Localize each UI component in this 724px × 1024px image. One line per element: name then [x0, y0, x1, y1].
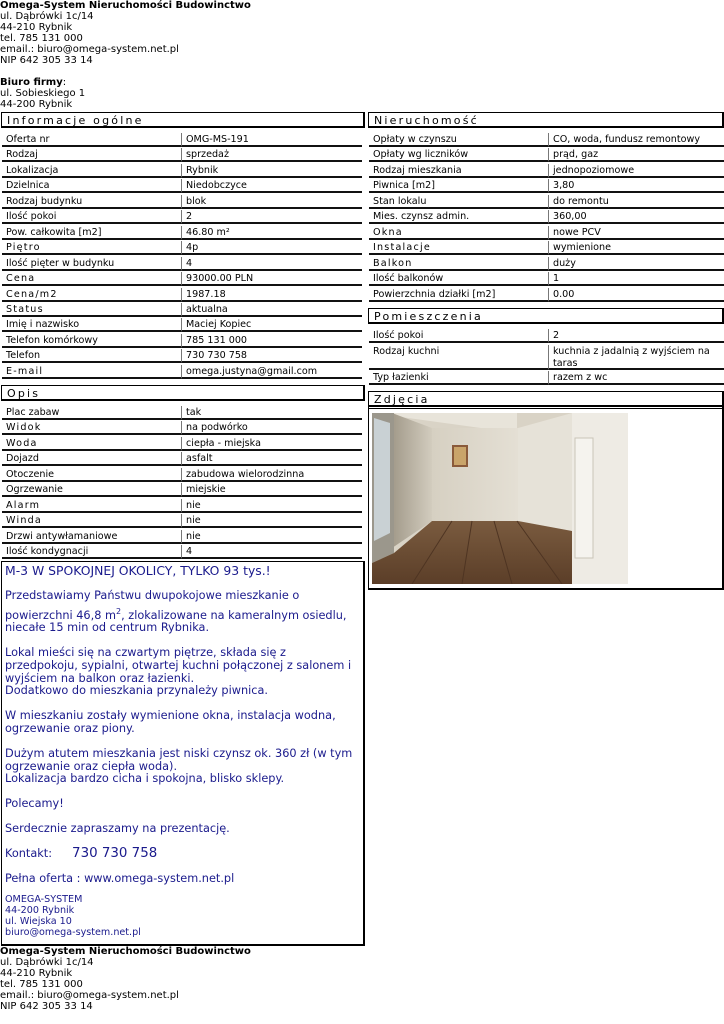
contact-label: Kontakt: — [5, 846, 53, 860]
row-value: sprzedaż — [182, 148, 362, 162]
row-value: Maciej Kopiec — [182, 318, 362, 332]
row-label: Mies. czynsz admin. — [369, 210, 549, 224]
row-value: nie — [182, 514, 362, 528]
footer-street: ul. Wiejska 10 — [5, 916, 72, 928]
description-p2d: Dodatkowo do mieszkania przynależy piwnica. — [5, 684, 268, 698]
row-label: Ilość pokoi — [2, 210, 182, 224]
table-row — [369, 179, 724, 194]
offer-link[interactable]: Pełna oferta : www.omega-system.net.pl — [5, 871, 235, 885]
table-row — [369, 272, 724, 287]
row-label: Ilość kondygnacji — [2, 545, 182, 559]
table-row — [2, 406, 362, 421]
row-label: Cena/m2 — [2, 288, 182, 302]
row-label: Dojazd — [2, 452, 182, 466]
table-row — [2, 148, 362, 163]
table-row — [2, 437, 362, 452]
row-label: Ilość pokoi — [369, 329, 549, 343]
company-email: email.: biuro@omega-system.net.pl — [0, 44, 179, 55]
company-name: Omega-System Nieruchomości Budowinctwo — [0, 0, 251, 11]
row-label: Ilość balkonów — [369, 272, 549, 286]
row-value: na podwórko — [182, 421, 362, 435]
row-label: Okna — [369, 226, 549, 240]
table-row — [369, 210, 724, 225]
table-row — [2, 468, 362, 483]
rooms-header — [368, 308, 724, 324]
row-label: Cena — [2, 272, 182, 286]
row-value: 730 730 758 — [182, 349, 362, 363]
row-value: 93000.00 PLN — [182, 272, 362, 286]
table-row — [2, 257, 362, 272]
general-info-title: Informacje ogólne — [7, 114, 144, 127]
row-label: Winda — [2, 514, 182, 528]
table-row — [2, 334, 362, 349]
description-p2a: Lokal mieści się na czwartym piętrze, składa się z — [5, 645, 286, 659]
row-label: Lokalizacja — [2, 164, 182, 178]
footer-company-phone: tel. 785 131 000 — [0, 979, 83, 990]
company-phone: tel. 785 131 000 — [0, 33, 83, 44]
row-value: duży — [549, 257, 724, 271]
row-label: E-mail — [2, 365, 182, 379]
row-value: ciepła - miejska — [182, 437, 362, 451]
table-row — [2, 545, 362, 560]
row-value: 2 — [182, 210, 362, 224]
row-label: Piętro — [2, 241, 182, 255]
row-label: Alarm — [2, 499, 182, 513]
table-row — [369, 195, 724, 210]
row-label: Ogrzewanie — [2, 483, 182, 497]
office-label: Biuro firmy — [0, 77, 63, 88]
description-p1a: Przedstawiamy Państwu dwupokojowe mieszkanie o — [5, 588, 300, 602]
row-value: miejskie — [182, 483, 362, 497]
table-row — [2, 318, 362, 333]
description-p1sup: 2 — [116, 606, 122, 616]
right-column-frame — [368, 392, 724, 590]
description-headline: M-3 W SPOKOJNEJ OKOLICY, TYLKO 93 tys.! — [5, 563, 271, 578]
row-value: 4 — [182, 545, 362, 559]
row-label: Telefon komórkowy — [2, 334, 182, 348]
row-label: Plac zabaw — [2, 406, 182, 420]
description-p1b: powierzchni 46,8 m — [5, 608, 116, 622]
row-label: Rodzaj mieszkania — [369, 164, 549, 178]
description-text — [5, 565, 361, 938]
table-row — [369, 148, 724, 163]
office-street: ul. Sobieskiego 1 — [0, 88, 86, 99]
description-p4a: Dużym atutem mieszkania jest niski czynsz ok. 360 zł (w tym — [5, 746, 353, 760]
row-label: Pow. całkowita [m2] — [2, 226, 182, 240]
row-label: Rodzaj budynku — [2, 195, 182, 209]
table-row — [2, 195, 362, 210]
footer-company-name: Omega-System Nieruchomości Budowinctwo — [0, 946, 251, 957]
table-row — [369, 164, 724, 179]
office-colon: : — [62, 77, 67, 88]
table-row — [2, 303, 362, 318]
description-p6: Serdecznie zapraszamy na prezentację. — [5, 821, 230, 835]
table-row — [2, 499, 362, 514]
table-row — [2, 210, 362, 225]
table-row — [369, 226, 724, 241]
row-label: Rodzaj kuchni — [369, 345, 549, 370]
description-p4c: Lokalizacja bardzo cicha i spokojna, blisko sklepy. — [5, 772, 285, 786]
row-value: 46.80 m² — [182, 226, 362, 240]
row-label: Opłaty w czynszu — [369, 133, 549, 147]
table-row — [2, 530, 362, 545]
general-info-header — [1, 112, 365, 128]
row-value: razem z wc — [549, 371, 724, 385]
rooms-title: Pomieszczenia — [374, 310, 483, 323]
table-row — [2, 133, 362, 148]
footer-city: 44-200 Rybnik — [5, 905, 75, 917]
row-label: Dzielnica — [2, 179, 182, 193]
row-label: Telefon — [2, 349, 182, 363]
footer-company-email: email.: biuro@omega-system.net.pl — [0, 990, 179, 1001]
row-value: 1987.18 — [182, 288, 362, 302]
description-p2c: wyjściem na balkon oraz łazienki. — [5, 671, 195, 685]
row-value: 1 — [549, 272, 724, 286]
table-row — [2, 349, 362, 364]
row-label: Widok — [2, 421, 182, 435]
row-label: Oferta nr — [2, 133, 182, 147]
row-value: nowe PCV — [549, 226, 724, 240]
row-value: OMG-MS-191 — [182, 133, 362, 147]
row-value: 3,80 — [549, 179, 724, 193]
description-p3a: W mieszkaniu zostały wymienione okna, instalacja wodna, — [5, 709, 336, 723]
table-row — [369, 241, 724, 256]
description-p5: Polecamy! — [5, 797, 64, 811]
table-row — [369, 257, 724, 272]
row-value-line: taras — [553, 358, 578, 369]
row-value: blok — [182, 195, 362, 209]
row-value: 360,00 — [549, 210, 724, 224]
table-row — [369, 345, 724, 370]
row-value: Niedobczyce — [182, 179, 362, 193]
description-p1c: , zlokalizowane na kameralnym osiedlu, — [121, 608, 347, 622]
row-value: do remontu — [549, 195, 724, 209]
contact-phone[interactable]: 730 730 758 — [72, 845, 158, 861]
row-label: Opłaty wg liczników — [369, 148, 549, 162]
description-header — [1, 385, 365, 401]
row-label: Typ łazienki — [369, 371, 549, 385]
table-row — [2, 483, 362, 498]
row-label: Stan lokalu — [369, 195, 549, 209]
table-row — [2, 452, 362, 467]
table-row — [2, 241, 362, 256]
table-row — [2, 421, 362, 436]
footer-company-city: 44-210 Rybnik — [0, 968, 73, 979]
row-label: Ilość pięter w budynku — [2, 257, 182, 271]
row-label: Instalacje — [369, 241, 549, 255]
table-row — [2, 226, 362, 241]
row-value: nie — [182, 499, 362, 513]
row-value: Rybnik — [182, 164, 362, 178]
row-value: nie — [182, 530, 362, 544]
row-label: Woda — [2, 437, 182, 451]
footer-company: OMEGA-SYSTEM — [5, 894, 83, 906]
row-value: 4p — [182, 241, 362, 255]
row-value: 2 — [549, 329, 724, 343]
row-value: aktualna — [182, 303, 362, 317]
footer-email[interactable]: biuro@omega-system.net.pl — [5, 927, 141, 939]
description-p4b: ogrzewanie oraz ciepła woda). — [5, 759, 178, 773]
property-header — [368, 112, 724, 128]
description-title: Opis — [7, 387, 41, 400]
table-row — [369, 133, 724, 148]
row-value: CO, woda, fundusz remontowy — [549, 133, 724, 147]
table-row — [369, 288, 724, 303]
row-value: wymienione — [549, 241, 724, 255]
table-row — [2, 288, 362, 303]
table-row — [2, 514, 362, 529]
company-nip: NIP 642 305 33 14 — [0, 55, 93, 66]
photos-title: Zdjęcia — [374, 393, 430, 406]
table-row — [369, 371, 724, 386]
row-value: 0.00 — [549, 288, 724, 302]
row-value: prąd, gaz — [549, 148, 724, 162]
table-row — [2, 164, 362, 179]
row-label: Balkon — [369, 257, 549, 271]
row-label: Powierzchnia działki [m2] — [369, 288, 549, 302]
row-value: asfalt — [182, 452, 362, 466]
company-street: ul. Dąbrówki 1c/14 — [0, 11, 94, 22]
row-value: zabudowa wielorodzinna — [182, 468, 362, 482]
row-value[interactable]: omega.justyna@gmail.com — [182, 365, 362, 379]
property-title: Nieruchomość — [374, 114, 479, 127]
row-label: Otoczenie — [2, 468, 182, 482]
footer-company-street: ul. Dąbrówki 1c/14 — [0, 957, 94, 968]
row-value: tak — [182, 406, 362, 420]
table-row — [2, 272, 362, 287]
row-value-line: kuchnia z jadalnią z wyjściem na — [553, 346, 710, 357]
row-label: Rodzaj — [2, 148, 182, 162]
office-city: 44-200 Rybnik — [0, 99, 73, 110]
row-label: Imię i nazwisko — [2, 318, 182, 332]
row-value: 4 — [182, 257, 362, 271]
table-row — [2, 179, 362, 194]
table-row — [2, 365, 362, 380]
description-p1d: niecałe 15 min od centrum Rybnika. — [5, 621, 210, 635]
row-label: Piwnica [m2] — [369, 179, 549, 193]
company-city: 44-210 Rybnik — [0, 22, 73, 33]
table-row — [369, 329, 724, 344]
footer-company-nip: NIP 642 305 33 14 — [0, 1001, 93, 1012]
row-value: 785 131 000 — [182, 334, 362, 348]
description-p3b: ogrzewanie oraz piony. — [5, 721, 135, 735]
row-value — [549, 345, 724, 370]
row-label: Status — [2, 303, 182, 317]
row-value: jednopoziomowe — [549, 164, 724, 178]
row-label: Drzwi antywłamaniowe — [2, 530, 182, 544]
description-p2b: przedpokoju, sypialni, otwartej kuchni połączonej z salonem i — [5, 658, 352, 672]
